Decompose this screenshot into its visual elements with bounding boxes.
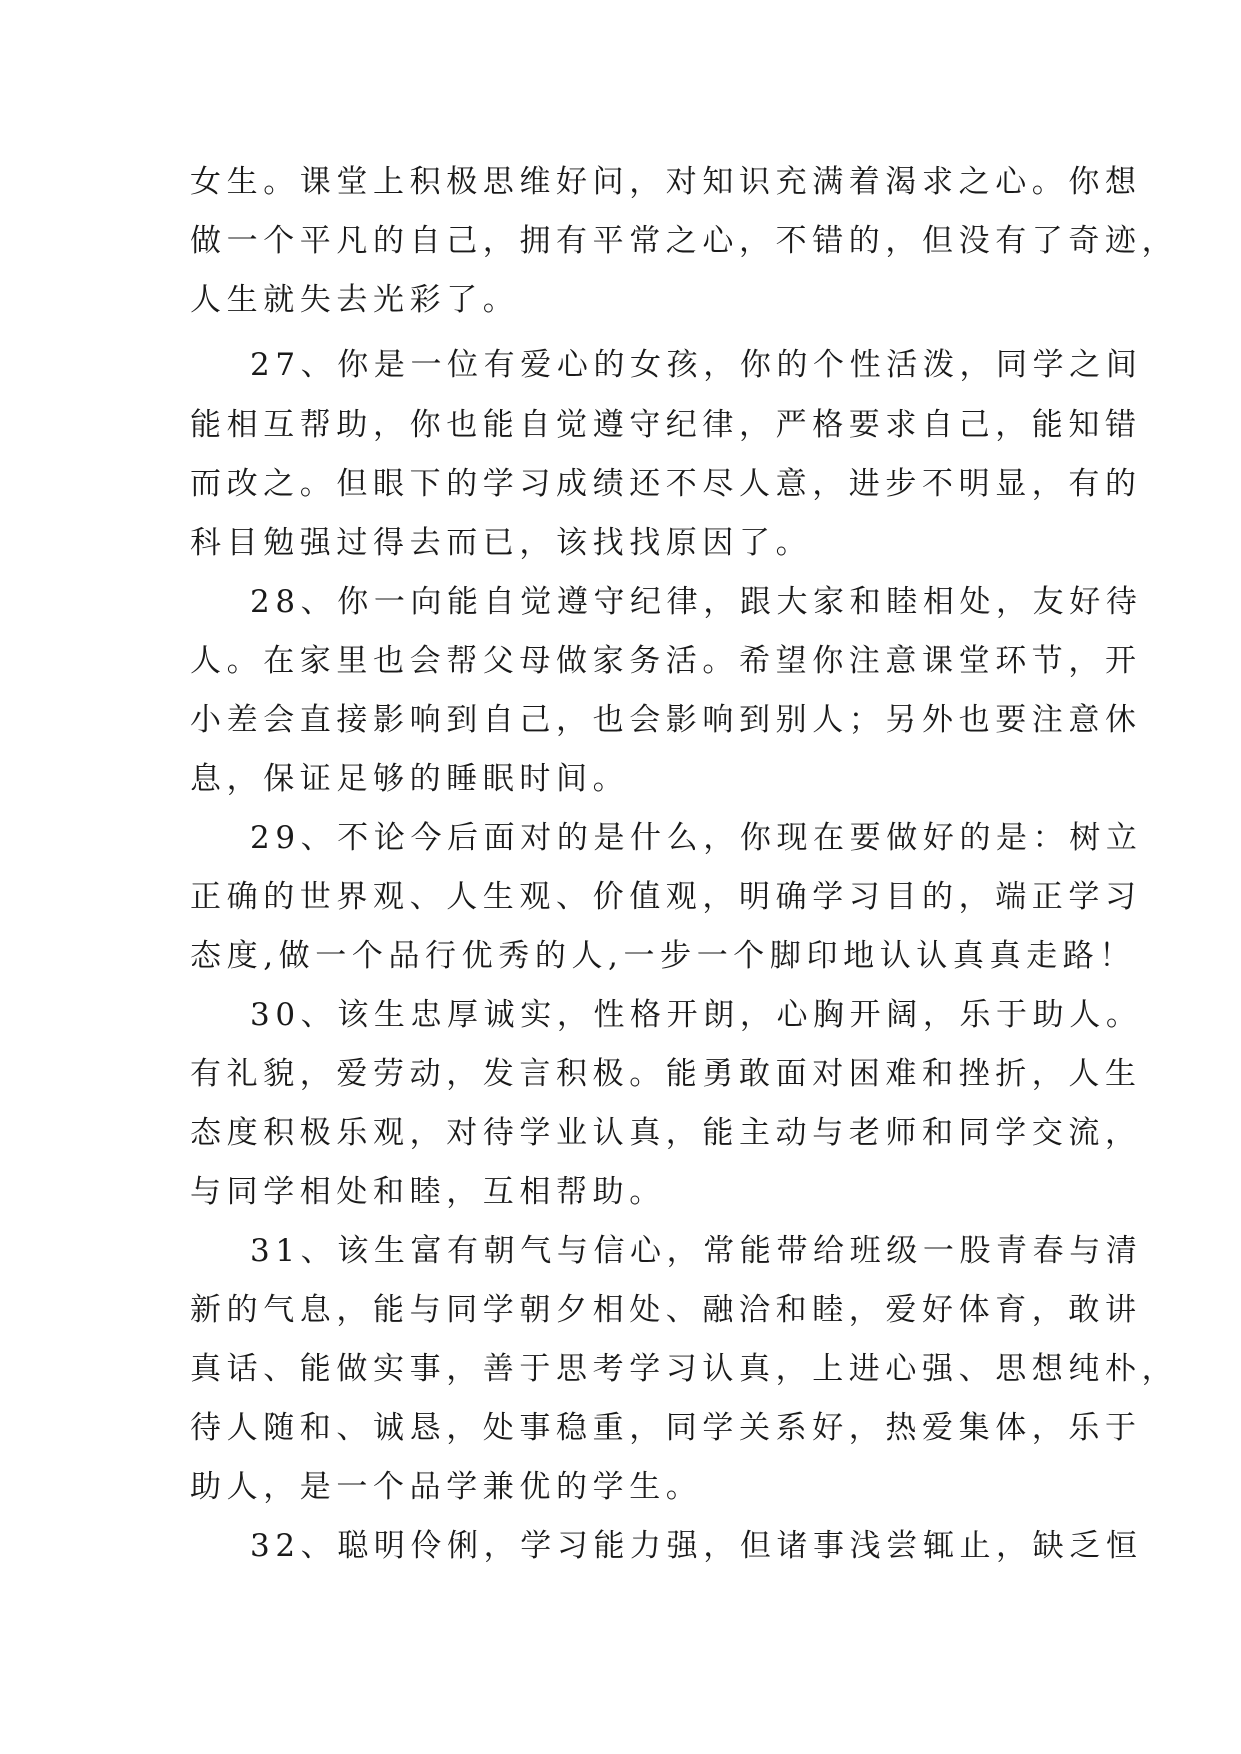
text-line-14: 态度,做一个品行优秀的人,一步一个脚印地认认真真走路！ bbox=[190, 938, 1136, 974]
paragraph-27-start: 27、你是一位有爱心的女孩，你的个性活泼，同学之间 bbox=[250, 347, 1143, 383]
text-line-2: 做一个平凡的自己，拥有平常之心，不错的，但没有了奇迹， bbox=[190, 223, 1179, 259]
text-line-20: 新的气息，能与同学朝夕相处、融洽和睦，爱好体育，敢讲 bbox=[190, 1292, 1142, 1328]
paragraph-29-start: 29、不论今后面对的是什么，你现在要做好的是：树立 bbox=[250, 820, 1143, 856]
text-line-17: 态度积极乐观，对待学业认真，能主动与老师和同学交流， bbox=[190, 1115, 1142, 1151]
text-line-3: 人生就失去光彩了。 bbox=[190, 282, 520, 318]
paragraph-30-start: 30、该生忠厚诚实，性格开朗，心胸开阔，乐于助人。 bbox=[250, 997, 1143, 1033]
text-line-16: 有礼貌，爱劳动，发言积极。能勇敢面对困难和挫折，人生 bbox=[190, 1056, 1142, 1092]
text-line-11: 息，保证足够的睡眠时间。 bbox=[190, 761, 630, 797]
paragraph-28-start: 28、你一向能自觉遵守纪律，跟大家和睦相处，友好待 bbox=[250, 584, 1143, 620]
text-line-22: 待人随和、诚恳，处事稳重，同学关系好，热爱集体，乐于 bbox=[190, 1410, 1142, 1446]
text-line-1: 女生。课堂上积极思维好问，对知识充满着渴求之心。你想 bbox=[190, 164, 1142, 200]
text-line-18: 与同学相处和睦，互相帮助。 bbox=[190, 1174, 666, 1210]
text-line-9: 人。在家里也会帮父母做家务活。希望你注意课堂环节，开 bbox=[190, 643, 1142, 679]
paragraph-32-start: 32、聪明伶俐，学习能力强，但诸事浅尝辄止，缺乏恒 bbox=[250, 1528, 1143, 1564]
text-line-23: 助人，是一个品学兼优的学生。 bbox=[190, 1469, 703, 1505]
text-line-13: 正确的世界观、人生观、价值观，明确学习目的，端正学习 bbox=[190, 879, 1142, 915]
text-line-21: 真话、能做实事，善于思考学习认真，上进心强、思想纯朴， bbox=[190, 1351, 1179, 1387]
text-line-7: 科目勉强过得去而已，该找找原因了。 bbox=[190, 525, 813, 561]
paragraph-31-start: 31、该生富有朝气与信心，常能带给班级一股青春与清 bbox=[250, 1233, 1143, 1269]
text-line-5: 能相互帮助，你也能自觉遵守纪律，严格要求自己，能知错 bbox=[190, 407, 1142, 443]
text-line-6: 而改之。但眼下的学习成绩还不尽人意，进步不明显，有的 bbox=[190, 466, 1142, 502]
text-line-10: 小差会直接影响到自己，也会影响到别人；另外也要注意休 bbox=[190, 702, 1142, 738]
